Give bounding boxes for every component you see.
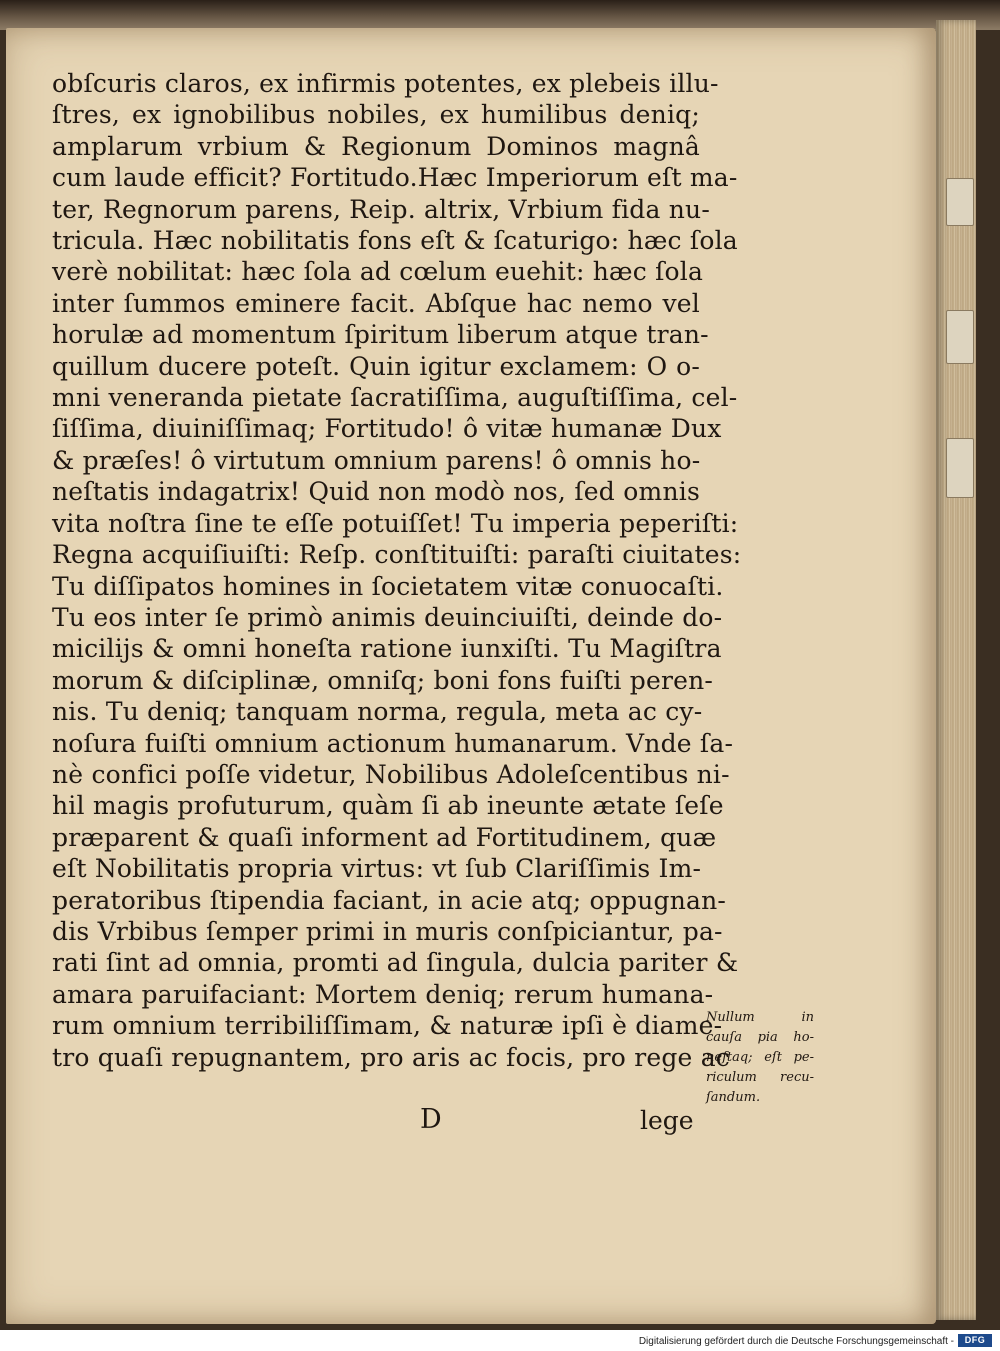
book-top-edge [0, 0, 1000, 30]
text-line: Tu eos inter ſe primò animis deuinciuiſti, deinde do- [52, 602, 723, 632]
text-line: inter ſummos eminere facit. Abſque hac nemo vel [52, 288, 700, 318]
page-block-edges [936, 20, 976, 1320]
marginal-line: ſandum. [706, 1090, 761, 1105]
page-tab [946, 438, 974, 498]
text-line: amara paruifaciant: Mortem deniq; rerum humana- [52, 979, 714, 1009]
text-line: neſtatis indagatrix! Quid non modò nos, ſed omnis [52, 477, 700, 507]
marginal-line: cauſa pia ho- [706, 1030, 814, 1045]
signature-mark: D [420, 1104, 442, 1135]
text-line: quillum ducere poteſt. Quin igitur exclamem: O o- [52, 351, 700, 381]
text-line: morum & diſciplinæ, omniſq; boni fons fuiſti peren- [52, 665, 714, 695]
text-line: amplarum vrbium & Regionum Dominos magnâ [52, 131, 700, 161]
text-line: Regna acquiſiuiſti: Reſp. conſtituiſti: paraſti ciuitates: [52, 540, 742, 570]
text-line: præparent & quaſi informent ad Fortitudinem, quæ [52, 822, 717, 852]
funding-credit: Digitalisierung gefördert durch die Deutsche Forschungsgemeinschaft - [638, 1336, 954, 1347]
marginal-line: neſtaq; eſt pe- [706, 1050, 814, 1065]
text-line: ſtres, ex ignobilibus nobiles, ex humilibus deniq; [52, 100, 700, 130]
footer [0, 1330, 1000, 1351]
text-line: Tu diſſipatos homines in ſocietatem vitæ conuocaſti. [52, 571, 724, 601]
text-line: micilijs & omni honeſta ratione iunxiſti. Tu Magiſtra [52, 634, 722, 664]
marginal-note [706, 1008, 814, 1108]
marginal-line: riculum recu- [706, 1070, 814, 1085]
text-line: horulæ ad momentum ſpiritum liberum atque tran- [52, 320, 709, 350]
text-line: dis Vrbibus ſemper primi in muris conſpiciantur, pa- [52, 916, 723, 946]
text-line: obſcuris claros, ex infirmis potentes, ex plebeis illu- [52, 69, 719, 98]
dfg-logo: DFG [958, 1334, 992, 1347]
page-tab [946, 310, 974, 364]
text-line: peratoribus ſtipendia faciant, in acie atq; oppugnan- [52, 885, 727, 915]
text-line: noſura fuiſti omnium actionum humanarum. Vnde ſa- [52, 728, 734, 758]
body-text [52, 68, 742, 1073]
text-line: & præſes! ô virtutum omnium parens! ô omnis ho- [52, 445, 701, 475]
text-line: ter, Regnorum parens, Reip. altrix, Vrbium fida nu- [52, 194, 711, 224]
text-line: verè nobilitat: hæc ſola ad cœlum euehit: hæc ſola [52, 257, 704, 287]
text-line: cum laude efficit? Fortitudo.Hæc Imperiorum eſt ma- [52, 163, 738, 193]
text-line: rum omnium terribiliſſimam, & naturæ ipſi è diame- [52, 1011, 723, 1041]
text-line: rati ſint ad omnia, promti ad ſingula, dulcia pariter & [52, 948, 739, 978]
text-line: tro quaſi repugnantem, pro aris ac focis, pro rege ac [52, 1042, 731, 1072]
page-tab [946, 178, 974, 226]
catchword: lege [640, 1106, 694, 1135]
text-line: mni veneranda pietate ſacratiſſima, auguſtiſſima, cel- [52, 383, 738, 413]
text-line: vita noſtra ſine te eſſe potuiſſet! Tu imperia peperiſti: [52, 508, 739, 538]
text-line: hil magis profuturum, quàm ſi ab ineunte ætate ſeſe [52, 791, 724, 821]
text-line: nè confici poſſe videtur, Nobilibus Adoleſcentibus ni- [52, 759, 730, 789]
text-line: tricula. Hæc nobilitatis fons eſt & ſcaturigo: hæc ſola [52, 226, 738, 256]
marginal-line: Nullum in [706, 1010, 814, 1025]
text-line: nis. Tu deniq; tanquam norma, regula, meta ac cy- [52, 697, 703, 727]
text-line: eſt Nobilitatis propria virtus: vt ſub Clariſſimis Im- [52, 854, 702, 884]
text-line: ſiſſima, diuiniſſimaq; Fortitudo! ô vitæ humanæ Dux [52, 414, 722, 444]
